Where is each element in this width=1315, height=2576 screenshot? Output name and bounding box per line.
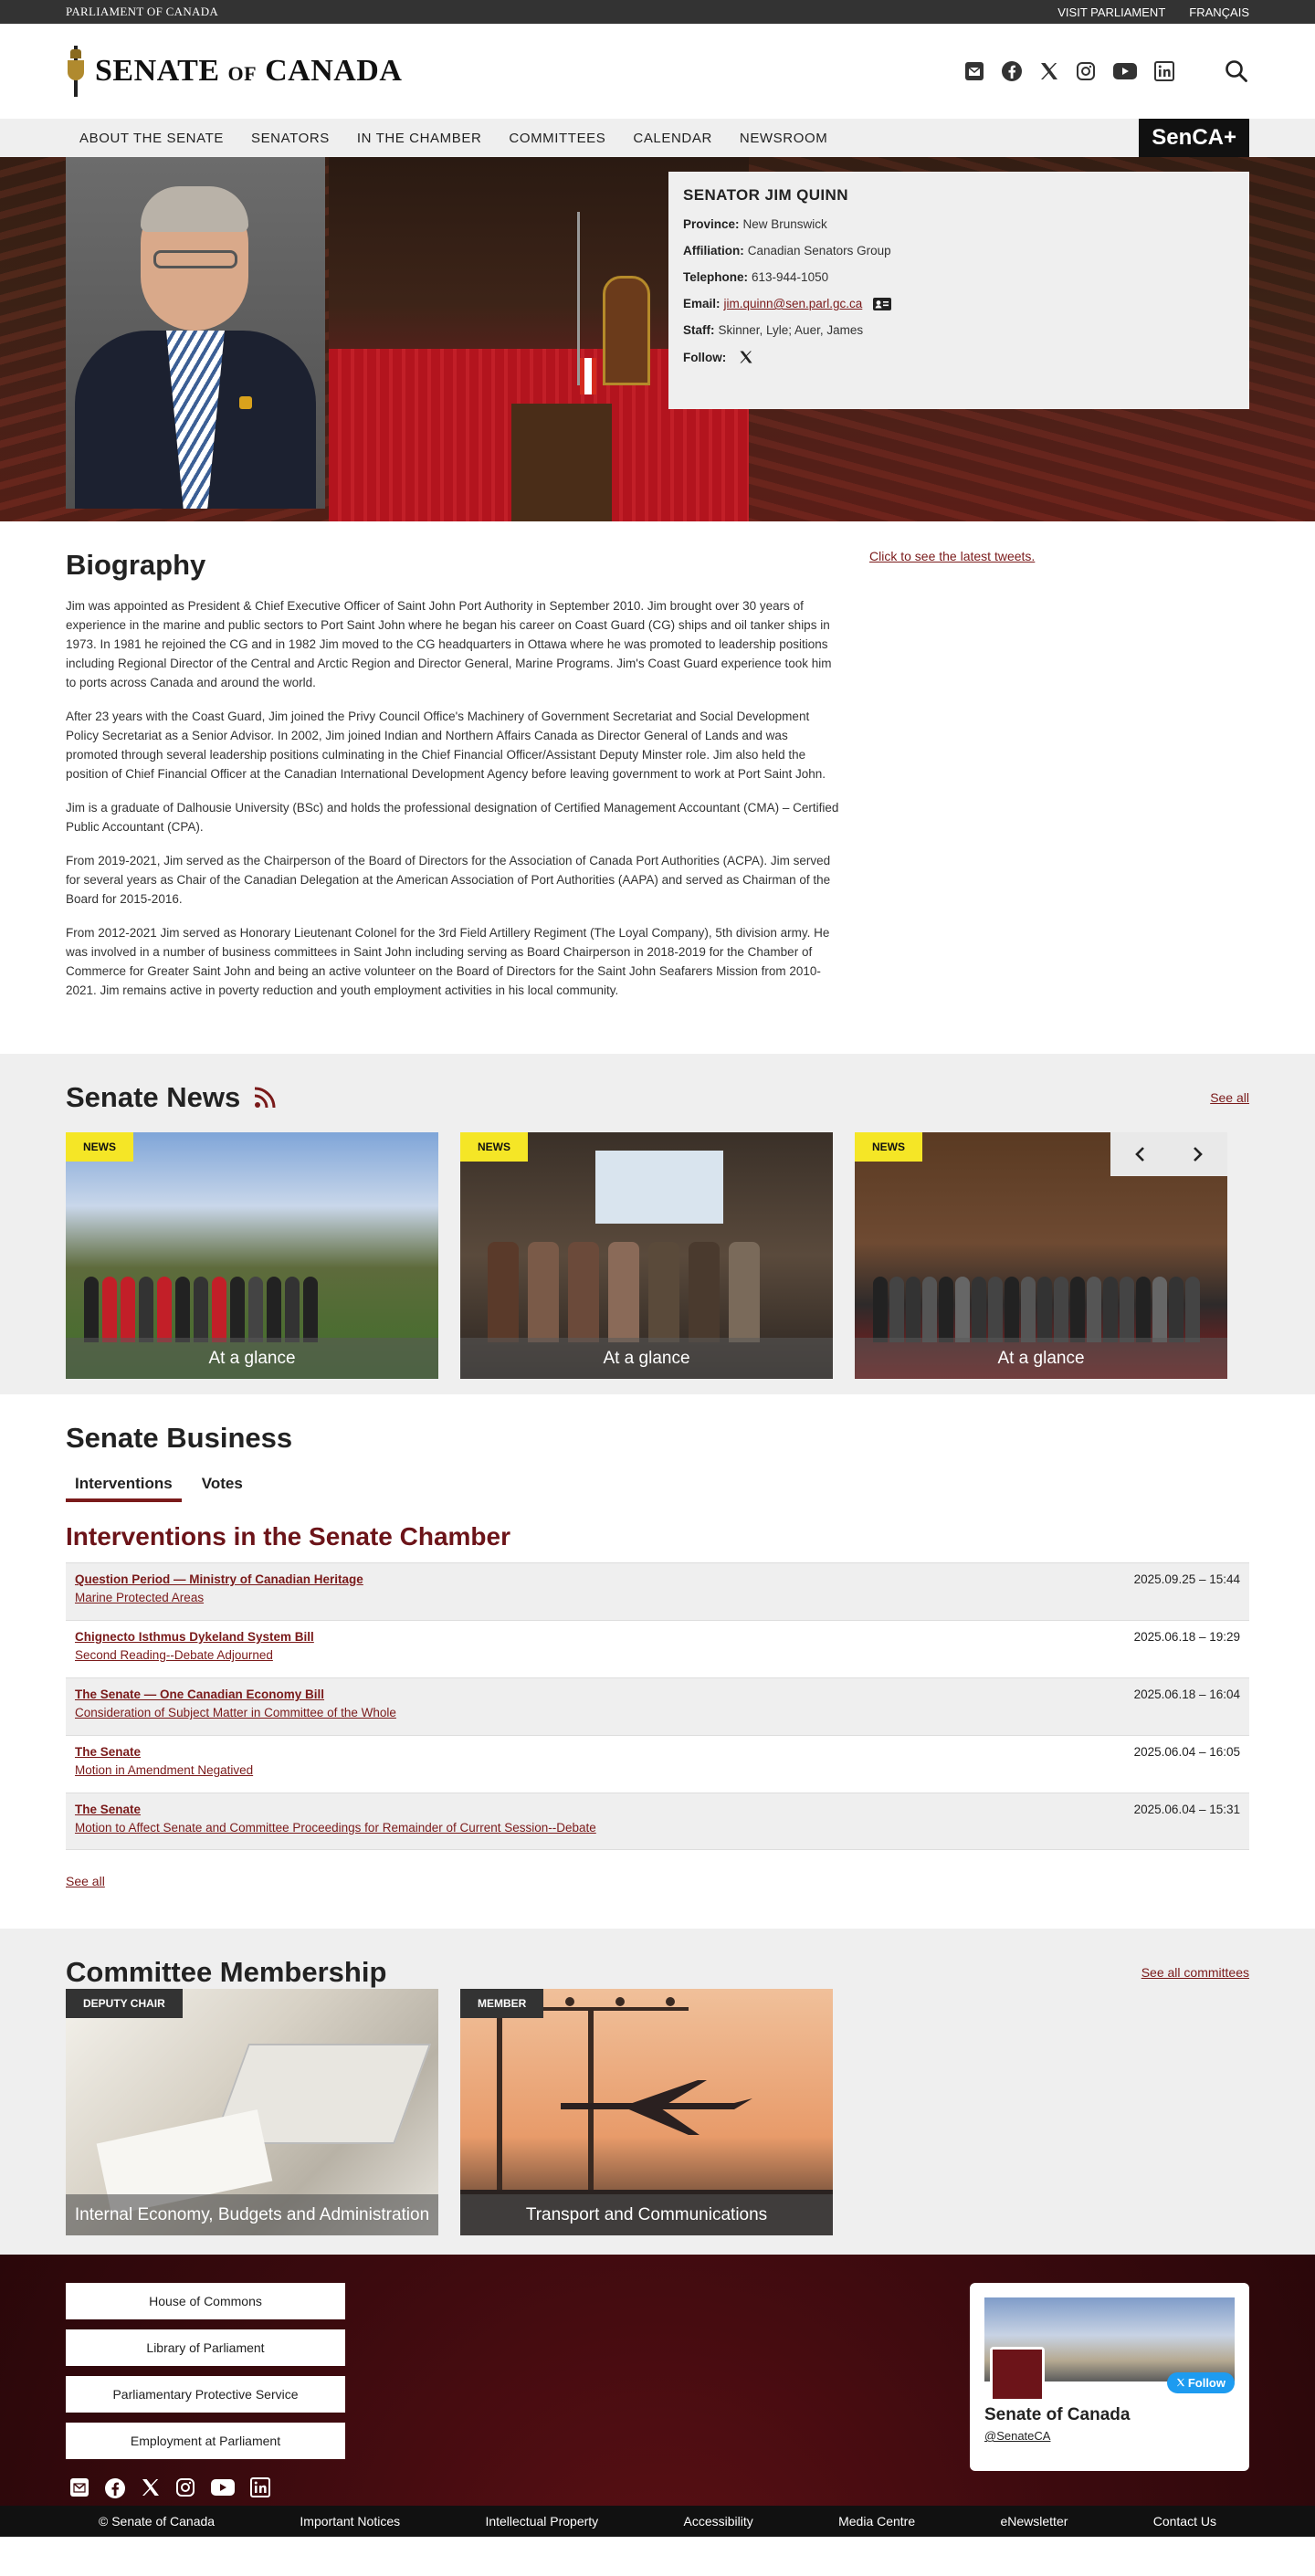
- speaker-throne: [603, 276, 650, 385]
- instagram-icon[interactable]: [175, 2477, 195, 2497]
- intervention-title-link[interactable]: The Senate — One Canadian Economy Bill: [75, 1688, 325, 1701]
- chevron-right-icon: [1192, 1146, 1205, 1162]
- news-badge: NEWS: [66, 1132, 133, 1162]
- see-all-committees-link[interactable]: See all committees: [1141, 1965, 1249, 1980]
- youtube-icon[interactable]: [1112, 61, 1138, 81]
- rss-icon[interactable]: [253, 1086, 277, 1109]
- instagram-icon[interactable]: [1076, 61, 1096, 81]
- committee-membership-section: [0, 1929, 1315, 2255]
- accessibility-link[interactable]: Accessibility: [683, 2514, 753, 2529]
- committee-role-badge: MEMBER: [460, 1989, 543, 2018]
- committee-card[interactable]: [460, 1989, 833, 2235]
- intervention-row: [66, 1620, 1249, 1677]
- biography-paragraph: Jim is a graduate of Dalhousie University (BSc) and holds the professional designation of Certified Management Accountant (CMA) – Certified Public Accountant (CPA).: [66, 801, 839, 834]
- twitter-banner-image: [984, 2297, 1235, 2381]
- news-see-all-link[interactable]: See all: [1210, 1090, 1249, 1105]
- intervention-subject-link[interactable]: Second Reading--Debate Adjourned: [75, 1648, 273, 1662]
- copyright-text: © Senate of Canada: [99, 2514, 216, 2529]
- intervention-title-link[interactable]: Chignecto Isthmus Dykeland System Bill: [75, 1630, 314, 1644]
- visit-parliament-link[interactable]: VISIT PARLIAMENT: [1057, 5, 1166, 19]
- nav-calendar[interactable]: CALENDAR: [633, 130, 712, 146]
- linkedin-icon[interactable]: [250, 2477, 270, 2497]
- committee-name: Transport and Communications: [460, 2194, 833, 2235]
- x-icon: [1176, 2378, 1185, 2387]
- main-navigation: [0, 119, 1315, 157]
- twitter-avatar: [990, 2347, 1045, 2402]
- parliament-brand[interactable]: PARLIAMENT OF CANADA: [66, 5, 219, 18]
- parliament-topbar: [0, 0, 1315, 24]
- senate-business-section: [0, 1394, 1315, 1929]
- media-centre-link[interactable]: Media Centre: [838, 2514, 916, 2529]
- youtube-icon[interactable]: [210, 2477, 236, 2497]
- tab-votes[interactable]: Votes: [201, 1475, 243, 1492]
- x-icon[interactable]: [141, 2477, 161, 2497]
- latest-tweets-link[interactable]: Click to see the latest tweets.: [869, 549, 1036, 563]
- committee-membership-heading: Committee Membership: [66, 1956, 387, 1988]
- staff-row: Staff: Skinner, Lyle; Auer, James: [683, 323, 864, 337]
- mace-icon: [66, 46, 86, 97]
- news-card-caption: At a glance: [460, 1338, 833, 1379]
- intervention-date: 2025.09.25 – 15:44: [1133, 1572, 1240, 1586]
- twitter-follow-button[interactable]: Follow: [1167, 2372, 1235, 2393]
- facebook-icon[interactable]: [104, 2477, 126, 2499]
- biography-paragraph: From 2012-2021 Jim served as Honorary Lieutenant Colonel for the 3rd Field Artillery Regiment (The Loyal Company), 5th division army. He was involved in a number of business committees in Saint John including serving as Board Chairperson in 2018-2019 for the Chamber of Commerce for Greater Saint John and being an active volunteer on the Board of Directors for the Saint John Seafarers Mission from 2010-2021. Jim remains active in poverty reduction and youth employment activities in his local community.: [66, 926, 830, 997]
- email-icon[interactable]: [964, 61, 984, 81]
- x-icon[interactable]: [739, 350, 753, 364]
- logo-wordmark: SENATE OF CANADA: [95, 54, 403, 88]
- intervention-date: 2025.06.18 – 16:04: [1133, 1688, 1240, 1701]
- footer-links: [66, 2283, 345, 2459]
- footer-social-links: [69, 2477, 1249, 2499]
- email-icon[interactable]: [69, 2477, 89, 2497]
- nav-committees[interactable]: COMMITTEES: [509, 130, 606, 146]
- intervention-title-link[interactable]: The Senate: [75, 1745, 142, 1759]
- footer-bottom-bar: [0, 2506, 1315, 2537]
- twitter-account-name: Senate of Canada: [984, 2405, 1131, 2424]
- site-footer: [0, 2255, 1315, 2537]
- language-toggle-link[interactable]: FRANÇAIS: [1189, 5, 1249, 19]
- news-card[interactable]: [460, 1132, 833, 1379]
- affiliation-row: Affiliation: Canadian Senators Group: [683, 244, 891, 258]
- intervention-row: [66, 1562, 1249, 1620]
- senate-logo[interactable]: [66, 46, 402, 97]
- news-card[interactable]: [66, 1132, 438, 1379]
- senator-name: SENATOR JIM QUINN: [683, 186, 848, 204]
- canada-flag-icon: [580, 358, 596, 394]
- senca-plus-button[interactable]: SenCA+: [1139, 119, 1249, 157]
- site-header: [0, 24, 1315, 119]
- email-row: Email: jim.quinn@sen.parl.gc.ca: [683, 297, 1235, 310]
- interventions-heading: Interventions in the Senate Chamber: [66, 1522, 510, 1551]
- biography-paragraph: From 2019-2021, Jim served as the Chairperson of the Board of Directors for the Association of Canada Port Authorities (ACPA). Jim served for several years as Chair of the Canadian Delegation at the American Association of Port Authorities (AAPA) and served as Chairman of the Board for 2015-2016.: [66, 854, 831, 906]
- biography-paragraph: Jim was appointed as President & Chief Executive Officer of Saint John Port Authority in September 2010. Jim brought over 30 years of experience in the marine and public sectors to Port Saint John where he began his career on Coast Guard (CG) ships and oil tanker ships in 1973. In 1981 he rejoined the CG and in 1982 Jim moved to the CG headquarters in Ottawa where he was promoted to leadership positions including Regional Director of the Central and Arctic Region and Director General, Marine Programs. Jim's Coast Guard experience took him to ports across Canada and around the world.: [66, 599, 832, 689]
- news-badge: NEWS: [855, 1132, 922, 1162]
- twitter-profile-card: [970, 2283, 1249, 2471]
- biography-section: [0, 521, 1315, 1054]
- x-icon[interactable]: [1039, 61, 1059, 81]
- search-icon[interactable]: [1224, 58, 1249, 84]
- senate-news-section: [0, 1054, 1315, 1394]
- intervention-row: [66, 1677, 1249, 1735]
- intervention-subject-link[interactable]: Motion in Amendment Negatived: [75, 1763, 254, 1777]
- committee-name: Internal Economy, Budgets and Administration: [66, 2194, 438, 2235]
- employment-at-parliament-link[interactable]: Employment at Parliament: [66, 2423, 345, 2459]
- senate-news-heading: Senate News: [66, 1081, 277, 1114]
- house-of-commons-link[interactable]: House of Commons: [66, 2283, 345, 2319]
- intervention-date: 2025.06.04 – 16:05: [1133, 1745, 1240, 1759]
- news-card-caption: At a glance: [855, 1338, 1227, 1379]
- senator-info-panel: [668, 172, 1249, 409]
- intervention-subject-link[interactable]: Consideration of Subject Matter in Committee of the Whole: [75, 1706, 396, 1719]
- important-notices-link[interactable]: Important Notices: [300, 2514, 401, 2529]
- senate-business-heading: Senate Business: [66, 1422, 293, 1454]
- intellectual-property-link[interactable]: Intellectual Property: [485, 2514, 599, 2529]
- enewsletter-link[interactable]: eNewsletter: [1000, 2514, 1068, 2529]
- facebook-icon[interactable]: [1001, 60, 1023, 82]
- committee-role-badge: DEPUTY CHAIR: [66, 1989, 183, 2018]
- news-carousel-controls: [1110, 1132, 1227, 1176]
- intervention-row: [66, 1735, 1249, 1793]
- news-card[interactable]: [855, 1132, 1227, 1379]
- tab-interventions[interactable]: Interventions: [66, 1473, 182, 1502]
- nav-newsroom[interactable]: NEWSROOM: [739, 130, 828, 146]
- intervention-title-link[interactable]: Question Period — Ministry of Canadian Heritage: [75, 1572, 363, 1586]
- intervention-row: [66, 1793, 1249, 1850]
- senator-hero: [0, 157, 1315, 521]
- intervention-date: 2025.06.04 – 15:31: [1133, 1803, 1240, 1816]
- interventions-list: [66, 1562, 1249, 1850]
- province-row: Province: New Brunswick: [683, 217, 827, 231]
- contact-us-link[interactable]: Contact Us: [1152, 2514, 1216, 2529]
- clerk-table: [511, 404, 612, 521]
- intervention-title-link[interactable]: The Senate: [75, 1803, 142, 1816]
- biography-heading: Biography: [66, 549, 206, 581]
- senator-portrait: [66, 157, 325, 509]
- news-badge: NEWS: [460, 1132, 528, 1162]
- chevron-left-icon: [1133, 1146, 1146, 1162]
- interventions-see-all-link[interactable]: See all: [66, 1874, 105, 1888]
- biography-paragraph: After 23 years with the Coast Guard, Jim joined the Privy Council Office's Machinery of Government Secretariat and Social Development Policy Secretariat as a Senior Advisor. In 2002, Jim joined Indian and Northern Affairs Canada as Director General of Lands and was promoted through several leadership positions culminating in the Chief Financial Officer/Assistant Deputy Minster role. Jim also held the position of Chief Financial Officer at the Canadian International Development Agency before leaving government to work at Port Saint John.: [66, 710, 826, 781]
- intervention-subject-link[interactable]: Marine Protected Areas: [75, 1591, 205, 1604]
- contact-card-icon[interactable]: [873, 298, 891, 310]
- follow-row: Follow:: [683, 350, 1235, 364]
- library-of-parliament-link[interactable]: Library of Parliament: [66, 2329, 345, 2366]
- news-card-caption: At a glance: [66, 1338, 438, 1379]
- header-social-links: [964, 58, 1249, 84]
- linkedin-icon[interactable]: [1154, 61, 1174, 81]
- twitter-handle-link[interactable]: @SenateCA: [984, 2429, 1051, 2443]
- nav-senators[interactable]: SENATORS: [250, 130, 330, 146]
- intervention-subject-link[interactable]: Motion to Affect Senate and Committee Proceedings for Remainder of Current Session--Debate: [75, 1821, 596, 1835]
- nav-about-the-senate[interactable]: ABOUT THE SENATE: [79, 130, 224, 146]
- business-tabs: [66, 1473, 1249, 1502]
- carousel-prev-button[interactable]: [1110, 1132, 1169, 1176]
- committee-card[interactable]: [66, 1989, 438, 2235]
- carousel-next-button[interactable]: [1169, 1132, 1227, 1176]
- intervention-date: 2025.06.18 – 19:29: [1133, 1630, 1240, 1644]
- parliamentary-protective-service-link[interactable]: Parliamentary Protective Service: [66, 2376, 345, 2413]
- email-link[interactable]: jim.quinn@sen.parl.gc.ca: [723, 297, 863, 310]
- telephone-row: Telephone: 613-944-1050: [683, 270, 829, 284]
- nav-in-the-chamber[interactable]: IN THE CHAMBER: [356, 130, 482, 146]
